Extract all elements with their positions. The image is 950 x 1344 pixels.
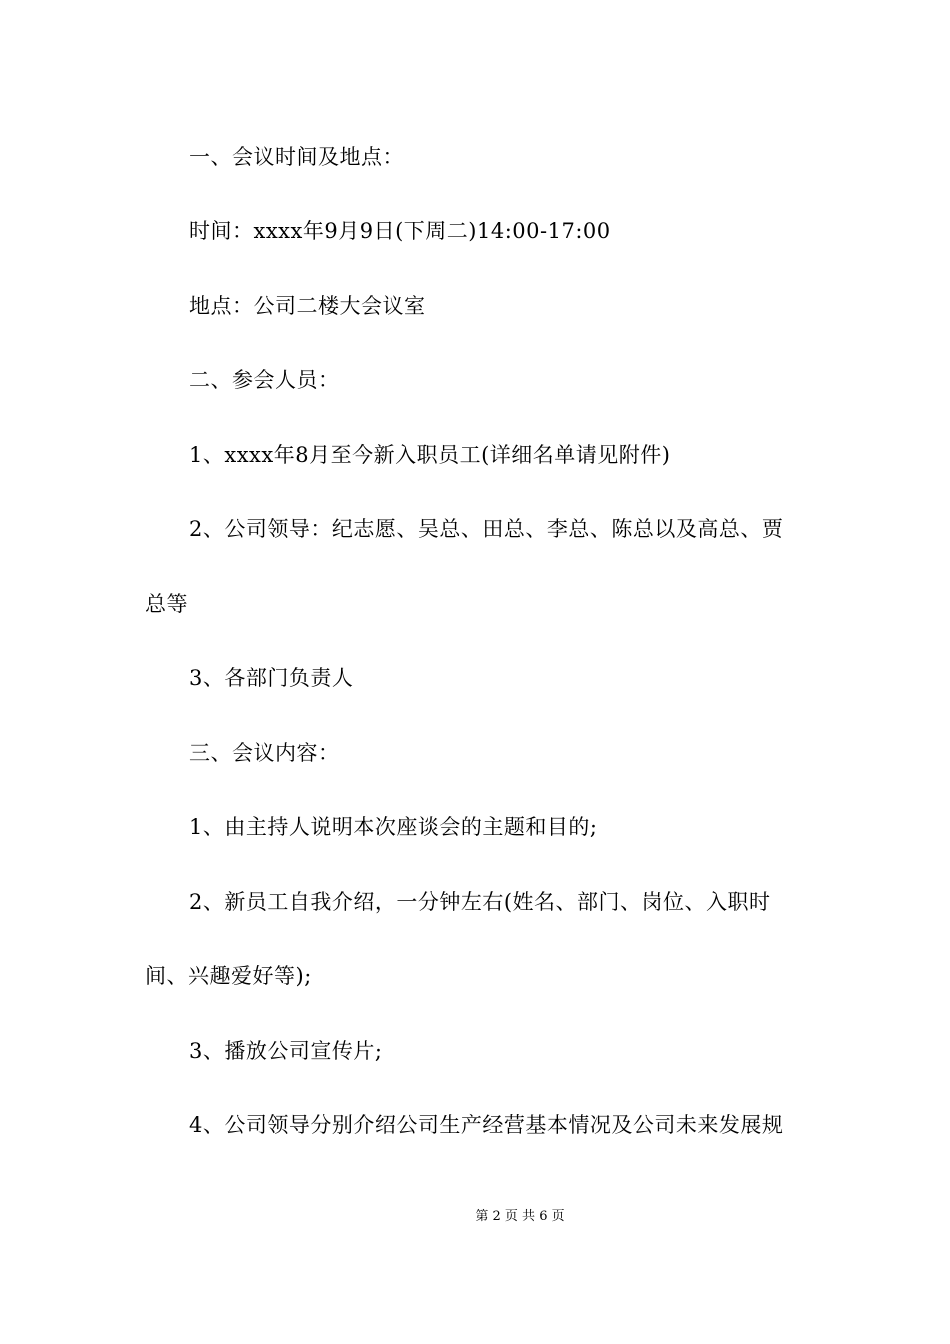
page-number: 第 2 页 共 6 页: [475, 1209, 565, 1224]
paragraph-attendee-3: 3、各部门负责人: [189, 666, 354, 690]
section-heading-content: 三、会议内容：: [189, 741, 340, 765]
paragraph-content-3: 3、播放公司宣传片;: [189, 1039, 383, 1063]
paragraph-content-2: 2、新员工自我介绍，一分钟左右(姓名、部门、岗位、入职时: [189, 890, 771, 914]
paragraph-content-1: 1、由主持人说明本次座谈会的主题和目的;: [189, 815, 598, 839]
section-heading-time-location: 一、会议时间及地点：: [189, 145, 404, 169]
paragraph-location: 地点：公司二楼大会议室: [189, 294, 426, 318]
section-heading-attendees: 二、参会人员：: [189, 368, 340, 392]
paragraph-attendee-2-continued: 总等: [145, 592, 188, 616]
paragraph-content-4: 4、公司领导分别介绍公司生产经营基本情况及公司未来发展规: [189, 1113, 784, 1137]
paragraph-attendee-1: 1、xxxx年8月至今新入职员工(详细名单请见附件): [189, 443, 671, 467]
paragraph-attendee-2: 2、公司领导：纪志愿、吴总、田总、李总、陈总以及高总、贾: [189, 517, 784, 541]
paragraph-time: 时间：xxxx年9月9日(下周二)14:00-17:00: [189, 219, 611, 243]
paragraph-content-2-continued: 间、兴趣爱好等);: [145, 964, 312, 988]
